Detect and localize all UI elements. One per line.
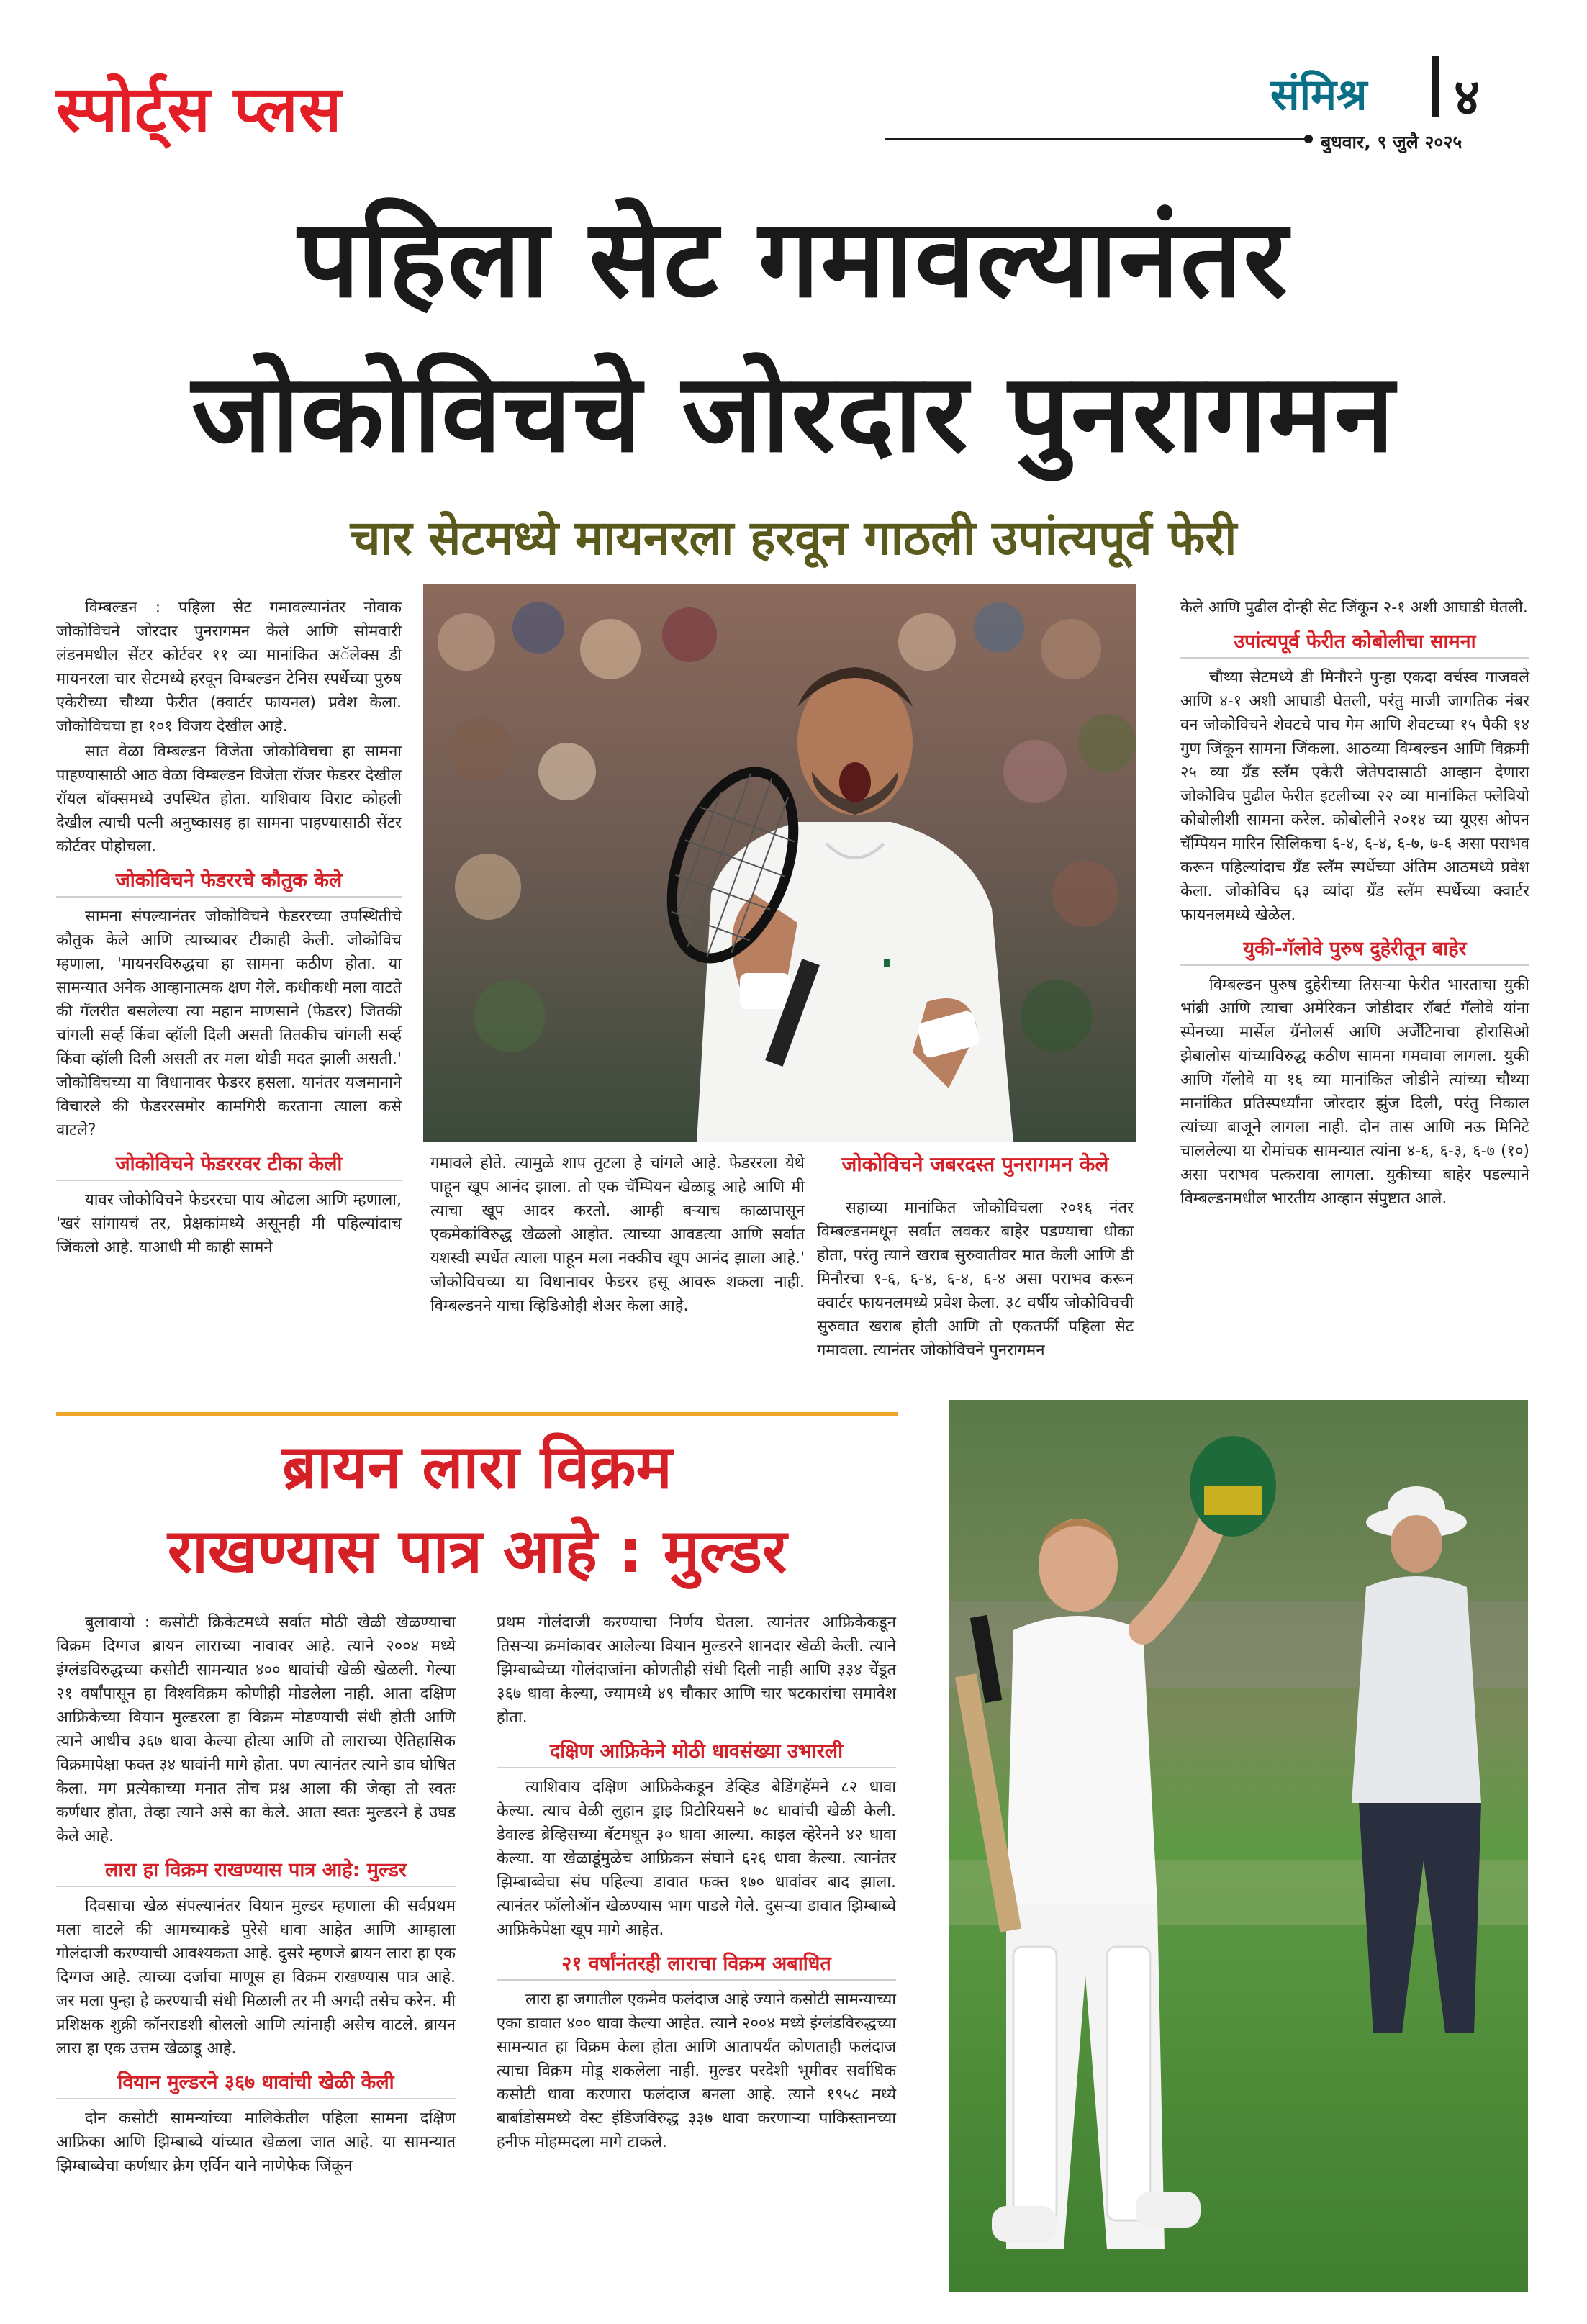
subheading-rule: [1180, 964, 1529, 966]
date-rule: [885, 138, 1310, 140]
paragraph: त्याशिवाय दक्षिण आफ्रिकेकडून डेव्हिड बेडिंगहॅमने ८२ धावा केल्या. त्याच वेळी लुहान ड्राइ प्रिटोरियसने ७८ धावांची खेळी केली. डेवाल्ड ब्रेव्हिसच्या बॅटमधून ३० धावा आल्या. काइल व्हेरेनने ४२ धावा केल्या. या खेळाडूंमुळेच आफ्रिकन संघाने ६२६ धावा केल्या. त्यानंतर झिम्बाब्वेचा संघ पहिल्या डावात फक्त १७० धावांवर बाद झाला. त्यानंतर फॉलोऑन खेळण्यास भाग पाडले गेले. दुसऱ्या डावात झिम्बाब्वे आफ्रिकेपेक्षा खूप मागे आहेत.: [497, 1778, 896, 1939]
paragraph: विम्बल्डन : पहिला सेट गमावल्यानंतर नोवाक जोकोविचने जोरदार पुनरागमन केले आणि सोमवारी लंडनमधील सेंटर कोर्टवर ११ व्या मानांकित अॅलेक्स डी मायनरला चार सेटमध्ये हरवून विम्बल्डन टेनिस स्पर्धेच्या पुरुष एकेरीच्या चौथ्या फेरीत (क्वार्टर फायनल) प्रवेश केला. जोकोविचचा हा १०१ विजय देखील आहे.: [56, 599, 402, 736]
main-headline-line1: पहिला सेट गमावल्यानंतर: [298, 196, 1289, 322]
main-headline-line2: जोकोविचचे जोरदार पुनरागमन: [191, 351, 1396, 476]
paragraph: प्रथम गोलंदाजी करण्याचा निर्णय घेतला. त्यानंतर आफ्रिकेकडून तिसऱ्या क्रमांकावर आलेल्या वियान मुल्डरने शानदार खेळी केली. त्याने झिम्बाब्वेच्या गोलंदाजांना कोणतीही संधी दिली नाही आणि ३३४ चेंडूत ३६७ धावा केल्या, ज्यामध्ये ४९ चौकार आणि चार षटकारांचा समावेश होता.: [497, 1614, 896, 1727]
section-divider-bar: [1432, 56, 1439, 117]
subheading: दक्षिण आफ्रिकेने मोठी धावसंख्या उभारली: [549, 1740, 844, 1763]
paragraph: यावर जोकोविचने फेडररचा पाय ओढला आणि म्हणाला, 'खरं सांगायचं तर, प्रेक्षकांमध्ये असूनही मी पहिल्यांदाच जिंकलो आहे. याआधी मी काही सामने: [56, 1191, 402, 1257]
cricket-player-photo: [949, 1400, 1528, 2292]
section-divider: [56, 1412, 898, 1416]
paragraph: दोन कसोटी सामन्यांच्या मालिकेतील पहिला सामना दक्षिण आफ्रिका आणि झिम्बाब्वे यांच्यात खेळला जात आहे. या सामन्यात झिम्बाब्वेचा कर्णधार क्रेग एर्विन याने नाणेफेक जिंकून: [56, 2110, 456, 2175]
photo-caption: जोकोविचने जबरदस्त पुनरागमन केले: [841, 1152, 1109, 1176]
main-story-column-2: [430, 1152, 805, 1319]
subheading: लारा हा विक्रम राखण्यास पात्र आहे: मुल्डर: [105, 1859, 407, 1881]
subheading-rule: [497, 1767, 896, 1768]
subheading: जोकोविचने फेडररचे कौतुक केले: [115, 869, 343, 892]
paragraph: सहाव्या मानांकित जोकोविचला २०१६ नंतर विम्बल्डनमधून सर्वात लवकर बाहेर पडण्याचा धोका होता, परंतु त्याने खराब सुरुवातीवर मात केली आणि डी मिनौरचा १-६, ६-४, ६-४, ६-४ असा पराभव करून क्वार्टर फायनलमध्ये प्रवेश केला. ३८ वर्षीय जोकोविचची सुरुवात खराब होती आणि तो एकतर्फी पहिला सेट गमावला. त्यानंतर जोकोविचने पुनरागमन: [817, 1199, 1134, 1360]
paragraph: चौथ्या सेटमध्ये डी मिनौरने पुन्हा एकदा वर्चस्व गाजवले आणि ४-१ अशी आघाडी घेतली, परंतु माजी जागतिक नंबर वन जोकोविचने शेवटचे पाच गेम आणि शेवटच्या १५ पैकी १४ गुण जिंकून सामना जिंकला. आठव्या विम्बल्डन आणि विक्रमी २५ व्या ग्रँड स्लॅम एकेरी जेतेपदासाठी आव्हान देणारा जोकोविच पुढील फेरीत इटलीच्या २२ व्या मानांकित फ्लेवियो कोबोलीशी सामना करेल. कोबोलीने २०१४ च्या यूएस ओपन चॅम्पियन मारिन सिलिकचा ६-४, ६-४, ६-७, ७-६ असा पराभव करून पहिल्यांदाच ग्रँड स्लॅम स्पर्धेच्या अंतिम आठमध्ये प्रवेश केला. जोकोविच ६३ व्यांदा ग्रँड स्लॅम स्पर्धेच्या क्वार्टर फायनलमध्ये खेळेल.: [1180, 669, 1529, 924]
paragraph: विम्बल्डन पुरुष दुहेरीच्या तिसऱ्या फेरीत भारताचा युकी भांब्री आणि त्याचा अमेरिकन जोडीदार रॉबर्ट गॅलोवे यांना स्पेनच्या मार्सेल ग्रॅनोलर्स आणि अर्जेंटिनाचा होरासिओ झेबालोस यांच्याविरुद्ध कठीण सामना गमवावा लागला. युकी आणि गॅलोवे या १६ व्या मानांकित जोडीने त्यांच्या चौथ्या मानांकित प्रतिस्पर्ध्यांना जोरदार झुंज दिली, परंतु निकाल त्यांच्या बाजूने लागला नाही. दोन तास आणि नऊ मिनिटे चाललेल्या या रोमांचक सामन्यात त्यांना ४-६, ६-३, ६-७ (१०) असा पराभव पत्करावा लागला. युकीच्या बाहेर पडल्याने विम्बल्डनमधील भारतीय आव्हान संपुष्टात आले.: [1180, 976, 1529, 1208]
subheading-rule: [56, 1180, 402, 1181]
subheading-rule: [1180, 657, 1529, 659]
main-story-column-4: [1180, 596, 1529, 1212]
masthead-title: स्पोर्ट्स प्लस: [56, 71, 343, 146]
subheading-rule: [56, 1886, 456, 1887]
paragraph: बुलावायो : कसोटी क्रिकेटमध्ये सर्वात मोठी खेळी खेळण्याचा विक्रम दिग्गज ब्रायन लाराच्या नावावर आहे. त्याने २००४ मध्ये इंग्लंडविरुद्धच्या कसोटी सामन्यात ४०० धावांची खेळी खेळली. गेल्या २१ वर्षांपासून हा विश्वविक्रम कोणीही मोडलेला नाही. आता दक्षिण आफ्रिकेच्या वियान मुल्डरला हा विक्रम मोडण्याची संधी होती आणि त्याने आधीच ३६७ धावा केल्या होत्या आणि तो लाराच्या ऐतिहासिक विक्रमापेक्षा फक्त ३४ धावांनी मागे होता. पण त्यानंतर त्याने डाव घोषित केला. मग प्रत्येकाच्या मनात तोच प्रश्न आला की जेव्हा तो स्वतः कर्णधार होता, तेव्हा त्याने असे का केले. आता स्वतः मुल्डरने हे उघड केले आहे.: [56, 1614, 456, 1845]
subheading: २१ वर्षांनंतरही लाराचा विक्रम अबाधित: [561, 1953, 831, 1975]
subheading: जोकोविचने फेडररवर टीका केली: [115, 1153, 343, 1175]
subheading: युकी-गॅलोवे पुरुष दुहेरीतून बाहेर: [1243, 938, 1467, 960]
paragraph: दिवसाचा खेळ संपल्यानंतर वियान मुल्डर म्हणाला की सर्वप्रथम मला वाटले की आमच्याकडे पुरेसे धावा आहेत आणि आम्हाला गोलंदाजी करण्याची आवश्यकता आहे. दुसरे म्हणजे ब्रायन लारा हा एक दिग्गज आहे. त्याच्या दर्जाचा माणूस हा विक्रम राखण्यास पात्र आहे. जर मला पुन्हा हे करण्याची संधी मिळाली तर मी अगदी तसेच करेन. मी प्रशिक्षक शुक्री कॉनराडशी बोललो आणि त्यांनाही असेच वाटले. ब्रायन लारा हा एक उत्तम खेळाडू आहे.: [56, 1897, 456, 2058]
paragraph: सामना संपल्यानंतर जोकोविचने फेडररच्या उपस्थितीचे कौतुक केले आणि त्याच्यावर टीकाही केली. जोकोविच म्हणाला, 'मायनरविरुद्धचा हा सामना कठीण होता. या सामन्यात अनेक आव्हानात्मक क्षण गेले. कधीकधी मला वाटते की गॅलरीत बसलेल्या त्या महान माणसाने (फेडरर) जितकी चांगली सर्व्ह किंवा व्हॉली दिली असती तितकीच चांगली सर्व्ह किंवा व्हॉली दिली असती तर मला थोडी मदत झाली असती.' जोकोविचच्या या विधानावर फेडरर हसला. यानंतर यजमानाने विचारले की फेडररसमोर कामगिरी करताना त्याला कसे वाटले?: [56, 908, 402, 1139]
main-story-column-3: [817, 1196, 1134, 1364]
paragraph: केले आणि पुढील दोन्ही सेट जिंकून २-१ अशी आघाडी घेतली.: [1180, 599, 1528, 617]
paragraph: गमावले होते. त्यामुळे शाप तुटला हे चांगले आहे. फेडररला येथे पाहून खूप आनंद झाला. तो एक चॅम्पियन खेळाडू आहे आणि मी त्याचा खूप आदर करतो. आम्ही बऱ्याच काळापासून एकमेकांविरुद्ध खेळलो आहोत. त्याच्या आवडत्या आणि सर्वात यशस्वी स्पर्धेत त्याला पाहून मला नक्कीच खूप आनंद झाला आहे.' जोकोविचच्या या विधानावर फेडरर हसू आवरू शकला नाही. विम्बल्डनने याचा व्हिडिओही शेअर केला आहे.: [430, 1154, 805, 1315]
paragraph: सात वेळा विम्बल्डन विजेता जोकोविचचा हा सामना पाहण्यासाठी आठ वेळा विम्बल्डन विजेता रॉजर फेडरर देखील रॉयल बॉक्समध्ये उपस्थित होता. याशिवाय विराट कोहली देखील त्याची पत्नी अनुष्कासह हा सामना पाहण्यासाठी सेंटर कोर्टवर पोहोचला.: [56, 743, 402, 856]
page-number: ४: [1454, 68, 1480, 127]
subheading-rule: [497, 1979, 896, 1981]
section-name: संमिश्र: [1270, 70, 1367, 120]
tennis-player-photo: [423, 584, 1136, 1142]
second-headline-line1: ब्रायन लारा विक्रम: [282, 1432, 672, 1502]
subheading-rule: [56, 896, 402, 898]
main-story-column-1: [56, 596, 402, 1261]
second-story-column-1: [56, 1611, 456, 2179]
subheading-rule: [56, 2098, 456, 2099]
second-story-column-2: [497, 1611, 896, 2156]
second-headline-line2: राखण्यास पात्र आहे : मुल्डर: [167, 1516, 787, 1586]
subheading: उपांत्यपूर्व फेरीत कोबोलीचा सामना: [1234, 630, 1476, 653]
paragraph: लारा हा जगातील एकमेव फलंदाज आहे ज्याने कसोटी सामन्याच्या एका डावात ४०० धावा केल्या आहेत. त्याने २००४ मध्ये इंग्लंडविरुद्धच्या सामन्यात हा विक्रम केला होता आणि आतापर्यंत कोणताही फलंदाज त्याचा विक्रम मोडू शकलेला नाही. मुल्डर परदेशी भूमीवर सर्वाधिक कसोटी धावा करणारा फलंदाज बनला आहे. त्याने १९५८ मध्ये बार्बाडोसमध्ये वेस्ट इंडिजविरुद्ध ३३७ धावा करणाऱ्या पाकिस्तानच्या हनीफ मोहम्मदला मागे टाकले.: [497, 1991, 896, 2151]
subheading: वियान मुल्डरने ३६७ धावांची खेळी केली: [117, 2071, 394, 2094]
issue-date: बुधवार, ९ जुलै २०२५: [1321, 132, 1462, 153]
main-subheadline: चार सेटमध्ये मायनरला हरवून गाठली उपांत्यपूर्व फेरी: [350, 510, 1237, 566]
